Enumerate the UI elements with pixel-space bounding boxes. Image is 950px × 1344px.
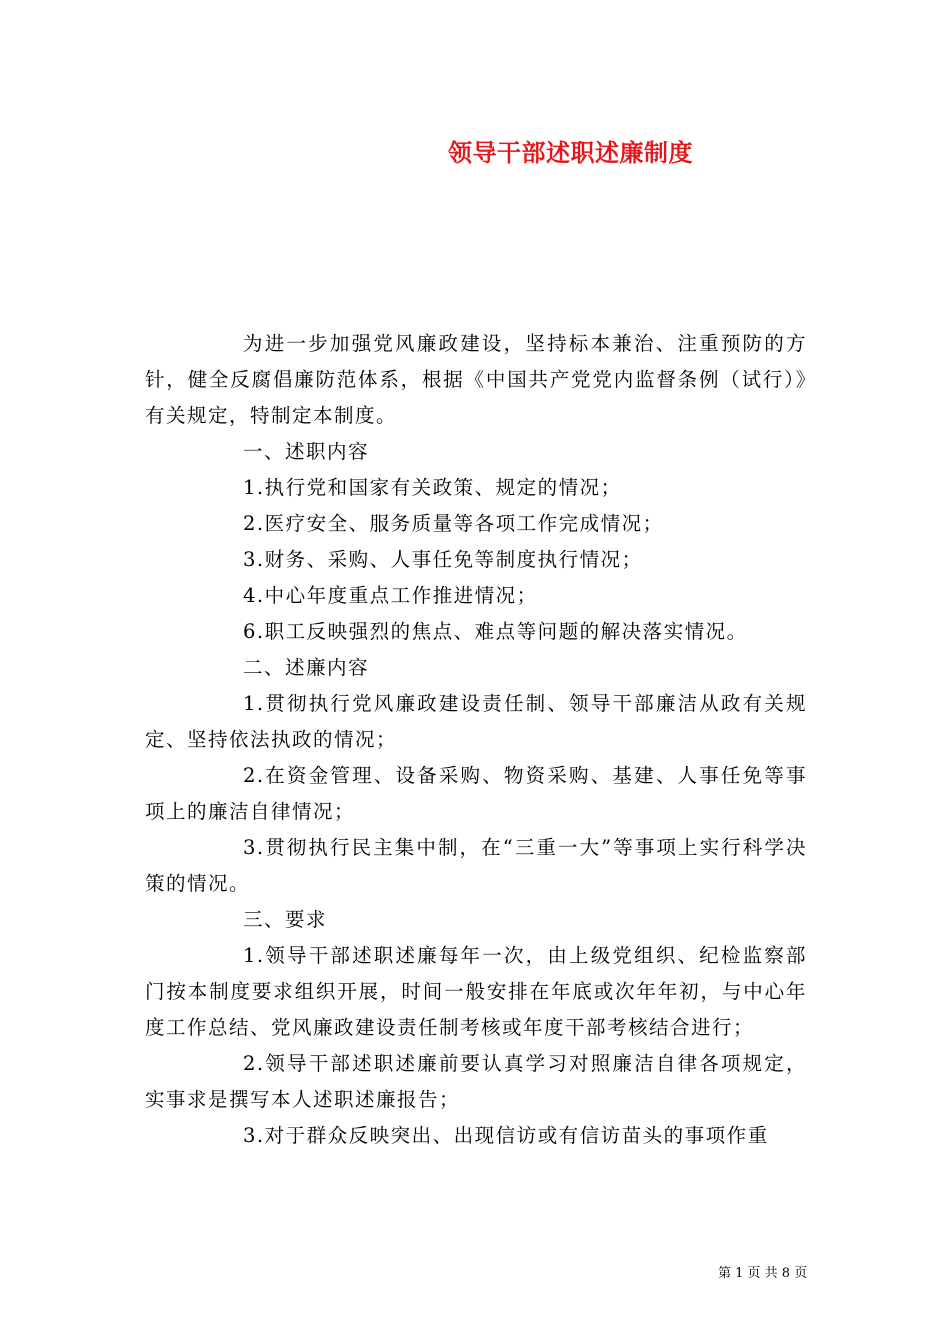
document-title: 领导干部述职述廉制度 [448,139,693,167]
paragraph-intro: 为进一步加强党风廉政建设，坚持标本兼治、注重预防的方针，健全反腐倡廉防范体系，根据《中国共产党党内监督条例（试行）》有关规定，特制定本制度。 [145,332,807,427]
list-item: 1.贯彻执行党风廉政建设责任制、领导干部廉洁从政有关规定、坚持依法执政的情况； [145,692,807,751]
list-item: 3.对于群众反映突出、出现信访或有信访苗头的事项作重 [243,1124,769,1147]
list-item: 6.职工反映强烈的焦点、难点等问题的解决落实情况。 [243,620,748,643]
list-item: 1.执行党和国家有关政策、规定的情况； [243,476,622,499]
list-item: 4.中心年度重点工作推进情况； [243,584,538,607]
list-item: 3.贯彻执行民主集中制，在“三重一大”等事项上实行科学决策的情况。 [145,836,807,895]
list-item: 2.在资金管理、设备采购、物资采购、基建、人事任免等事项上的廉洁自律情况； [145,764,807,823]
list-item: 3.财务、采购、人事任免等制度执行情况； [243,548,643,571]
section-heading-1: 一、述职内容 [243,440,370,463]
list-item: 1.领导干部述职述廉每年一次，由上级党组织、纪检监察部门按本制度要求组织开展，时间一般安排在年底或次年年初，与中心年度工作总结、党风廉政建设责任制考核或年度干部考核结合进行； [145,944,807,1039]
document-body [145,326,807,1154]
section-heading-3: 三、要求 [243,908,328,931]
page-footer: 第 1 页 共 8 页 [718,1266,808,1281]
list-item: 2.医疗安全、服务质量等各项工作完成情况； [243,512,664,535]
section-heading-2: 二、述廉内容 [243,656,370,679]
list-item: 2.领导干部述职述廉前要认真学习对照廉洁自律各项规定，实事求是撰写本人述职述廉报告； [145,1052,807,1111]
